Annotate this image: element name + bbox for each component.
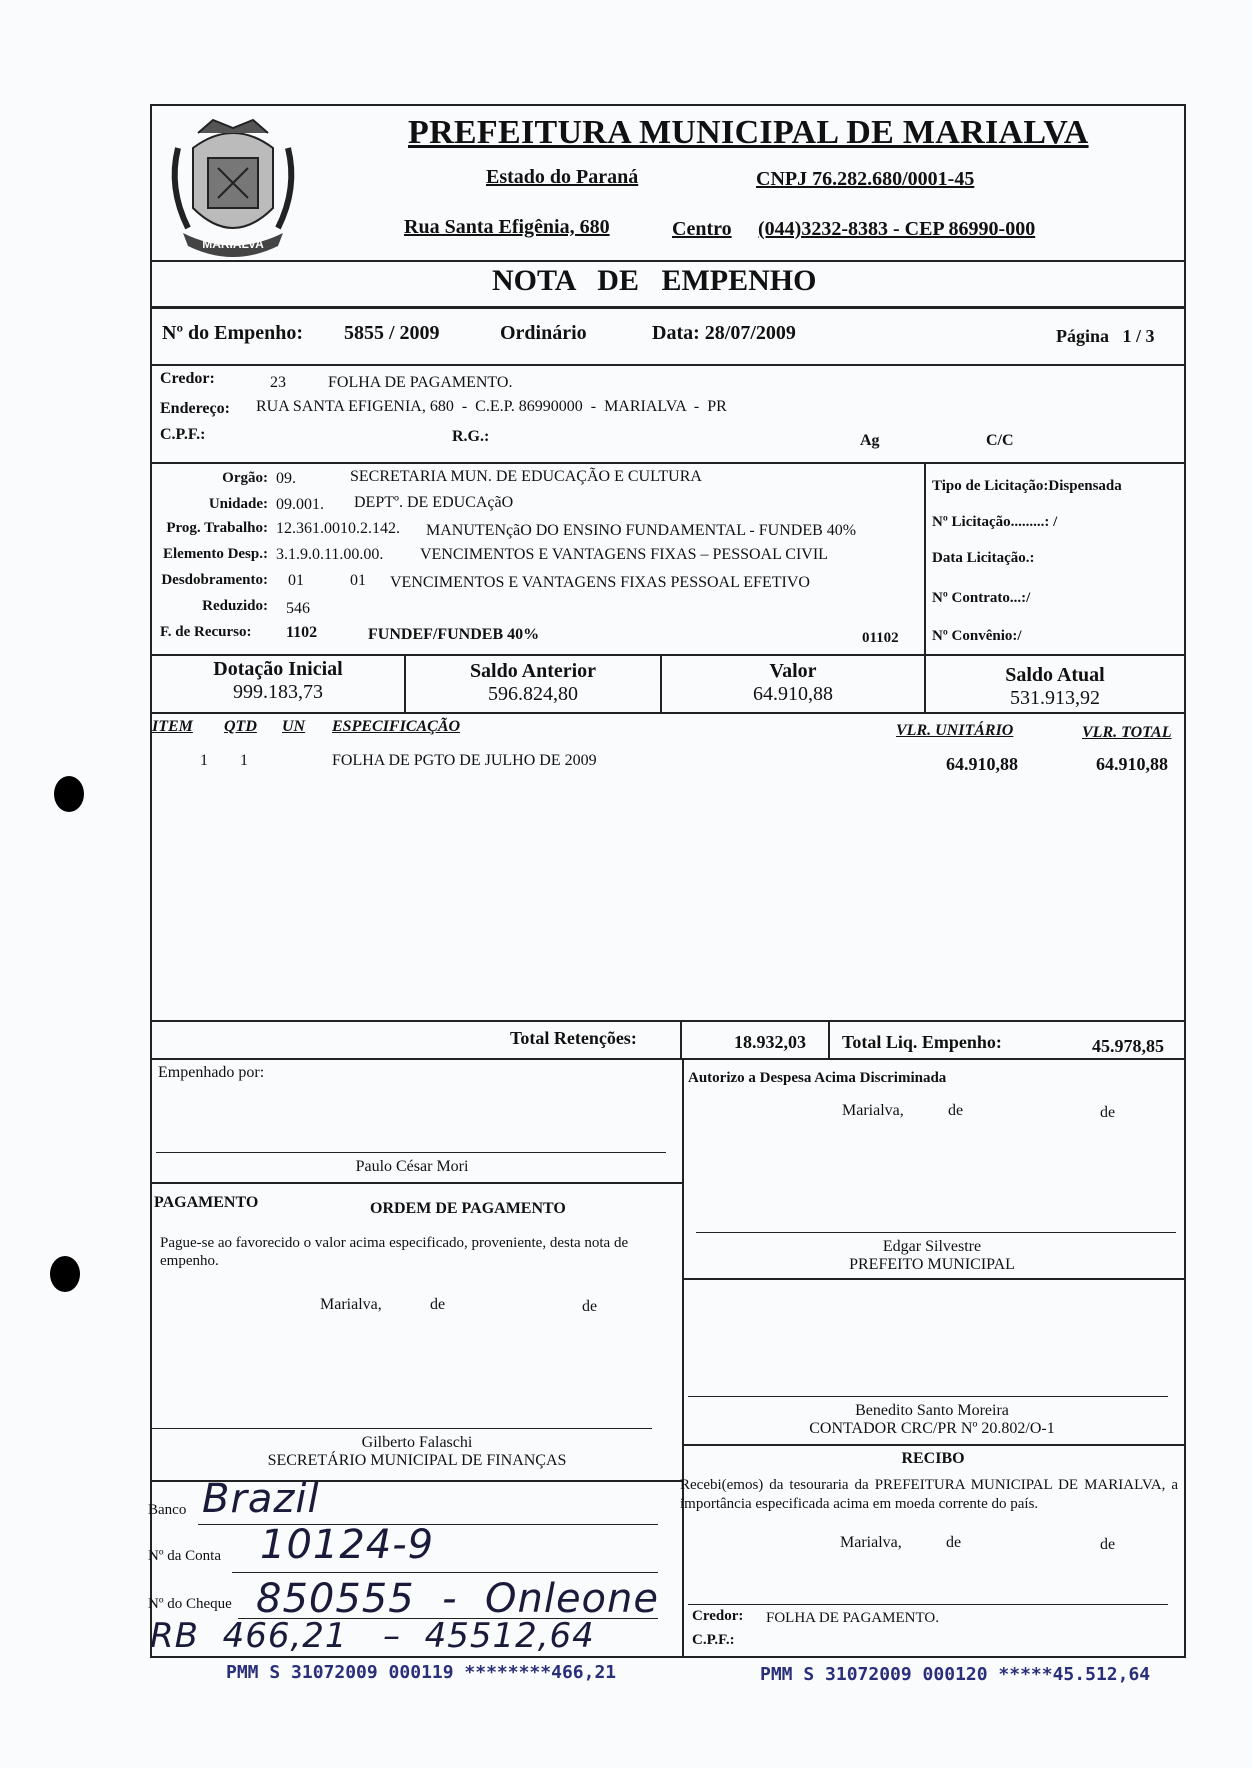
- header-district: Centro: [672, 218, 732, 240]
- punch-hole-bottom: [50, 1256, 80, 1292]
- empenho-page: Página 1 / 3: [1056, 326, 1155, 346]
- tipo-licitacao: Tipo de Licitação:Dispensada: [932, 478, 1122, 494]
- endereco-label: Endereço:: [160, 400, 230, 417]
- header-address: Rua Santa Efigênia, 680: [404, 216, 610, 238]
- rg-label: R.G.:: [452, 428, 490, 445]
- pagamento-signer-title: SECRETÁRIO MUNICIPAL DE FINANÇAS: [267, 1452, 567, 1469]
- recibo-cpf-label: C.P.F.:: [692, 1632, 735, 1648]
- numero-contrato: Nº Contrato...:/: [932, 590, 1031, 606]
- autorizo-de-1: de: [948, 1102, 964, 1119]
- recibo-text: Recebi(emos) da tesouraria da PREFEITURA MUNICIPAL DE MARIALVA, a importância especificada acima em moeda corrente do país.: [680, 1477, 1178, 1512]
- conta-label: Nº da Conta: [148, 1548, 221, 1564]
- valores-handwritten: RB 466,21 – 45512,64: [150, 1616, 595, 1656]
- prog-trabalho-label: Prog. Trabalho:: [166, 520, 268, 536]
- recibo-title: RECIBO: [901, 1450, 965, 1467]
- recurso-code: 1102: [286, 624, 318, 641]
- recurso-label: F. de Recurso:: [160, 624, 252, 640]
- punch-hole-top: [54, 776, 84, 812]
- municipal-coat-of-arms-logo: [158, 108, 308, 266]
- header-phone-cep: (044)3232-8383 - CEP 86990-000: [758, 218, 1036, 240]
- saldo-atual-label: Saldo Atual: [1005, 664, 1105, 686]
- autorizo-de-2: de: [1100, 1104, 1116, 1121]
- recibo-city: Marialva,: [840, 1534, 902, 1551]
- empenho-type: Ordinário: [500, 322, 587, 344]
- pagamento-de-2: de: [582, 1298, 598, 1315]
- reduzido-value: 546: [286, 600, 310, 617]
- credor-label: Credor:: [160, 370, 215, 387]
- cheque-label: Nº do Cheque: [148, 1596, 232, 1612]
- saldo-dotacao-inicial-label: Dotação Inicial: [213, 658, 343, 680]
- nota-de-empenho-form: [150, 104, 1186, 1658]
- saldo-valor-label: Valor: [769, 660, 817, 682]
- row-qtd: 1: [240, 752, 248, 769]
- empenho-date: Data: 28/07/2009: [652, 322, 796, 344]
- pagamento-text: Pague-se ao favorecido o valor acima especificado, proveniente, desta nota de empenho.: [160, 1235, 629, 1269]
- stamp-left: PMM S 31072009 000119 ********466,21: [226, 1662, 617, 1683]
- autorizo-city: Marialva,: [842, 1102, 904, 1119]
- pagamento-signer-name: Gilberto Falaschi: [361, 1434, 473, 1451]
- column-header-vlr-total: VLR. TOTAL: [1082, 724, 1172, 741]
- numero-licitacao: Nº Licitação.........: /: [932, 514, 1058, 530]
- conta-handwritten-value: 10124-9: [260, 1522, 435, 1568]
- numero-convenio: Nº Convênio:/: [932, 628, 1022, 644]
- saldo-anterior-value: 596.824,80: [488, 683, 578, 705]
- saldo-atual-value: 531.913,92: [1010, 687, 1100, 709]
- total-liquido-label: Total Liq. Empenho:: [842, 1032, 1002, 1052]
- prog-trabalho-name: MANUTENçãO DO ENSINO FUNDAMENTAL - FUNDEB 40%: [426, 522, 857, 539]
- endereco-value: RUA SANTA EFIGENIA, 680 - C.E.P. 86990000 - MARIALVA - PR: [256, 398, 727, 415]
- stamp-right: PMM S 31072009 000120 *****45.512,64: [760, 1664, 1151, 1685]
- saldo-valor: [662, 660, 924, 706]
- orgao-code: 09.: [276, 470, 296, 487]
- autorizo-label: Autorizo a Despesa Acima Discriminada: [688, 1070, 947, 1086]
- column-header-un: UN: [282, 718, 306, 735]
- recurso-ref: 01102: [862, 630, 899, 646]
- empenho-number: 5855 / 2009: [344, 322, 440, 344]
- unidade-label: Unidade:: [208, 496, 268, 512]
- column-header-qtd: QTD: [224, 718, 257, 735]
- empenho-number-label: Nº do Empenho:: [162, 322, 304, 344]
- desdobramento-label: Desdobramento:: [161, 572, 268, 588]
- total-retencoes-value: 18.932,03: [734, 1032, 806, 1052]
- pagamento-city: Marialva,: [320, 1296, 382, 1313]
- cpf-label: C.P.F.:: [160, 426, 206, 443]
- saldo-atual: [926, 664, 1184, 710]
- desdobramento-code-1: 01: [288, 572, 304, 589]
- column-header-item: ITEM: [152, 718, 193, 735]
- orgao-label: Orgão:: [222, 470, 268, 486]
- empenhado-por-label: Empenhado por:: [158, 1064, 265, 1081]
- header-cnpj: CNPJ 76.282.680/0001-45: [756, 168, 975, 190]
- cheque-handwritten-value: 850555 - Onleone: [256, 1576, 659, 1622]
- header-title: PREFEITURA MUNICIPAL DE MARIALVA: [408, 114, 1089, 151]
- contador-title: CONTADOR CRC/PR Nº 20.802/O-1: [809, 1420, 1055, 1437]
- row-vlr-unitario: 64.910,88: [946, 754, 1018, 774]
- total-liquido-value: 45.978,85: [1092, 1036, 1164, 1056]
- total-retencoes-label: Total Retenções:: [510, 1028, 637, 1048]
- credor-name: FOLHA DE PAGAMENTO.: [328, 374, 513, 391]
- prog-trabalho-code: 12.361.0010.2.142.: [276, 520, 400, 537]
- desdobramento-name: VENCIMENTOS E VANTAGENS FIXAS PESSOAL EFETIVO: [390, 574, 810, 591]
- elemento-desp-code: 3.1.9.0.11.00.00.: [276, 546, 384, 563]
- saldo-dotacao-inicial: [152, 658, 404, 704]
- cc-label: C/C: [986, 432, 1014, 449]
- data-licitacao: Data Licitação.:: [932, 550, 1035, 566]
- orgao-name: SECRETARIA MUN. DE EDUCAÇÃO E CULTURA: [350, 468, 702, 485]
- row-vlr-total: 64.910,88: [1096, 754, 1168, 774]
- unidade-code: 09.001.: [276, 496, 324, 513]
- unidade-name: DEPTº. DE EDUCAçãO: [354, 494, 514, 511]
- contador-name: Benedito Santo Moreira: [855, 1402, 1009, 1419]
- autorizo-signer-title: PREFEITO MUNICIPAL: [849, 1256, 1015, 1273]
- recibo-de-1: de: [946, 1534, 962, 1551]
- desdobramento-code-2: 01: [350, 572, 366, 589]
- empenhado-por-name: Paulo César Mori: [355, 1158, 469, 1175]
- reduzido-label: Reduzido:: [202, 598, 268, 614]
- row-especificacao: FOLHA DE PGTO DE JULHO DE 2009: [332, 752, 597, 769]
- credor-code: 23: [270, 374, 286, 391]
- banco-handwritten-value: Brazil: [202, 1476, 320, 1522]
- row-item: 1: [200, 752, 208, 769]
- column-header-especificacao: ESPECIFICAÇÃO: [332, 718, 461, 735]
- saldo-anterior-label: Saldo Anterior: [469, 660, 597, 682]
- ordem-pagamento-label: ORDEM DE PAGAMENTO: [370, 1200, 566, 1217]
- recibo-credor-label: Credor:: [692, 1608, 744, 1624]
- recurso-name: FUNDEF/FUNDEB 40%: [368, 626, 540, 643]
- header-state: Estado do Paraná: [486, 166, 639, 188]
- recibo-de-2: de: [1100, 1536, 1116, 1553]
- elemento-desp-name: VENCIMENTOS E VANTAGENS FIXAS – PESSOAL CIVIL: [420, 546, 828, 563]
- ag-label: Ag: [860, 432, 880, 449]
- column-header-vlr-unitario: VLR. UNITÁRIO: [896, 722, 1014, 739]
- document-title: NOTA DE EMPENHO: [492, 264, 817, 297]
- banco-label: Banco: [148, 1502, 187, 1518]
- autorizo-signer-name: Edgar Silvestre: [882, 1238, 982, 1255]
- saldo-valor-value: 64.910,88: [753, 683, 833, 705]
- saldo-anterior: [406, 660, 660, 706]
- logo-banner-text: MARIALVA: [202, 237, 264, 251]
- saldo-dotacao-inicial-value: 999.183,73: [233, 681, 323, 703]
- recibo-credor-value: FOLHA DE PAGAMENTO.: [766, 1610, 939, 1626]
- elemento-desp-label: Elemento Desp.:: [163, 546, 268, 562]
- table-row: [152, 752, 1184, 782]
- pagamento-label: PAGAMENTO: [154, 1194, 259, 1211]
- pagamento-de-1: de: [430, 1296, 446, 1313]
